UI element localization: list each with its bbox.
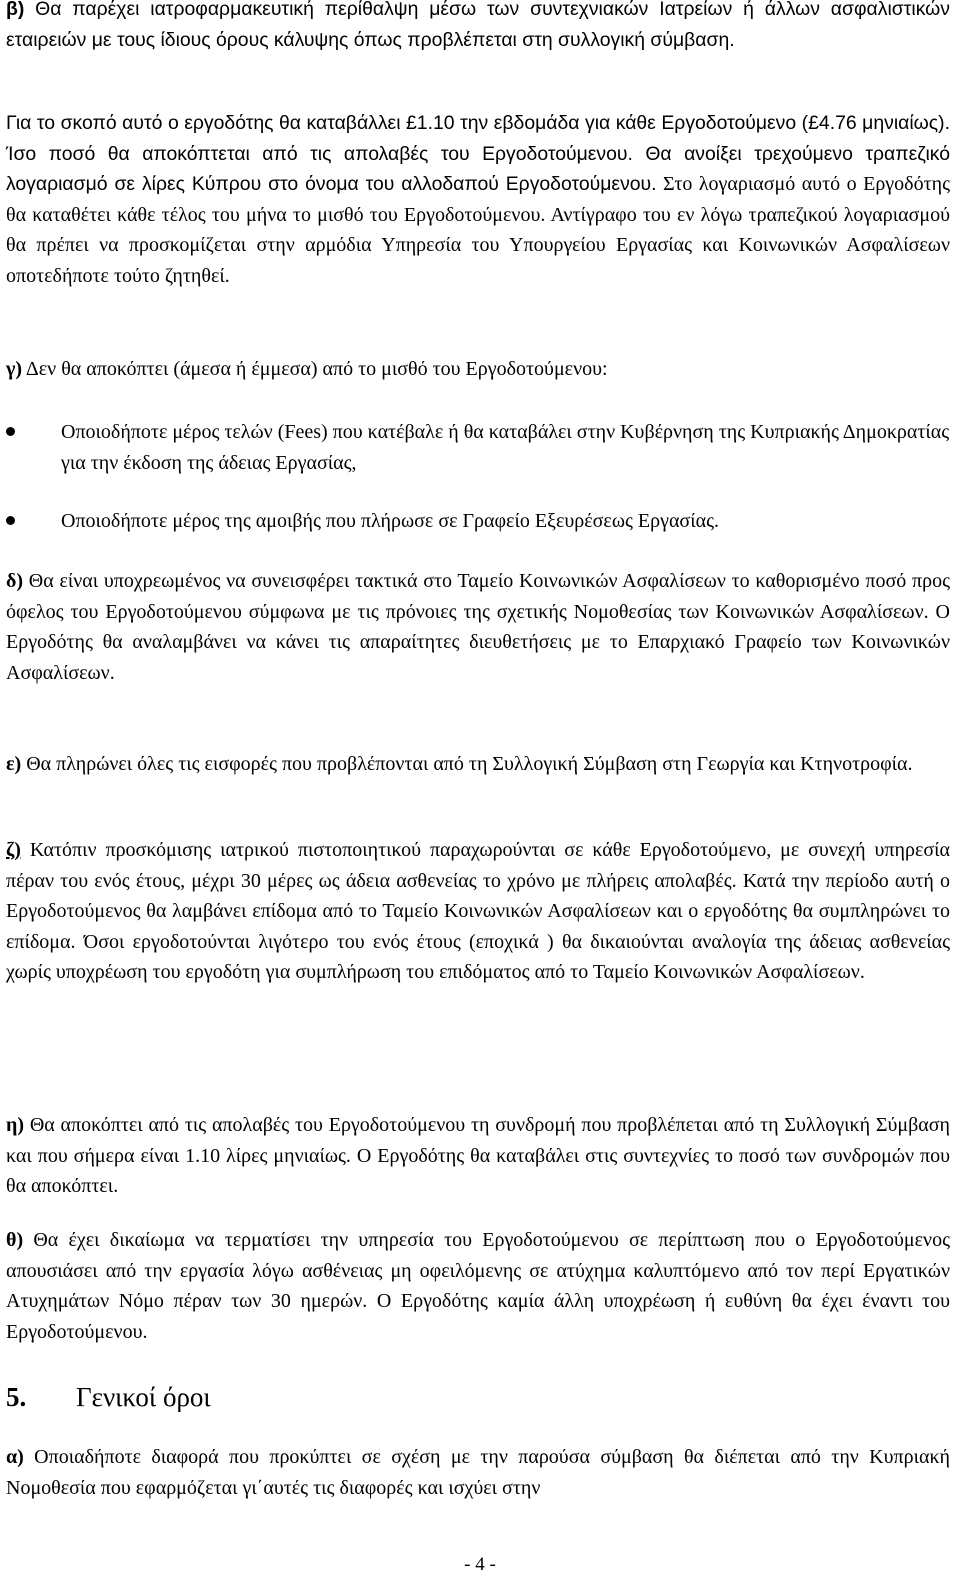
paragraph-d-text: Θα είναι υποχρεωμένος να συνεισφέρει τακτικά στο Ταμείο Κοινωνικών Ασφαλίσεων το καθορισμένο ποσό προς όφελος του Εργοδοτούμενου σύμφωνα με τις πρόνοιες της σχετικής Νομοθεσίας των Κοινωνικών Ασφαλίσεων. Ο Εργοδότης θα αναλαμβάνει να κάνει τις απαραίτητες διευθετήσεις με το Επαρχιακό Γραφείο των Κοινωνικών Ασφαλίσεων. — [6, 570, 950, 684]
paragraph-h-text: Θα αποκόπτει από τις απολαβές του Εργοδοτούμενου τη συνδρομή που προβλέπεται από τη Συλλογική Σύμβαση και που σήμερα είναι 1.10 λίρες μηνιαίως. Ο Εργοδότης θα καταβάλει στις συντεχνίες το ποσό των συνδρομών που θα αποκόπτει. — [6, 1114, 950, 1198]
paragraph-b-label: β) — [6, 0, 25, 20]
paragraph-a-text: Οποιαδήποτε διαφορά που προκύπτει σε σχέση με την παρούσα σύμβαση θα διέπεται από την Κυπριακή Νομοθεσία που εφαρμόζεται γι΄αυτές τις διαφορές και ισχύει στην — [6, 1446, 950, 1499]
section-title: Γενικοί όροι — [76, 1382, 211, 1412]
list-item — [6, 506, 950, 537]
paragraph-b-continued — [6, 108, 950, 292]
paragraph-a-label: α) — [6, 1446, 24, 1468]
list-item-text: Οποιοδήποτε μέρος της αμοιβής που πλήρωσε σε Γραφείο Εξευρέσεως Εργασίας. — [61, 510, 719, 532]
list-item-text: Οποιοδήποτε μέρος τελών (Fees) που κατέβαλε ή θα καταβάλει στην Κυβέρνηση της Κυπριακής Δημοκρατίας για την έκδοση της άδειας Εργασίας, — [61, 421, 950, 474]
paragraph-e — [6, 749, 950, 780]
bullet-icon — [6, 516, 15, 525]
paragraph-th — [6, 1225, 950, 1347]
paragraph-z-label: ζ) — [6, 839, 21, 861]
section-heading — [6, 1380, 211, 1414]
paragraph-b-continued-part2: Στο λογαριασμό αυτό ο Εργοδότης θα καταθέτει κάθε τέλος του μήνα το μισθό του Εργοδοτούμενου. Αντίγραφο του εν λόγω τραπεζικού λογαριασμού θα πρέπει να προσκομίζεται στην αρμόδια Υπηρεσία του Υπουργείου Εργασίας και Κοινωνικών Ασφαλίσεων οποτεδήποτε τούτο ζητηθεί. — [6, 173, 950, 287]
list-item — [6, 417, 950, 478]
paragraph-d-label: δ) — [6, 570, 24, 592]
paragraph-d — [6, 566, 950, 688]
paragraph-h-label: η) — [6, 1114, 25, 1136]
paragraph-h — [6, 1110, 950, 1202]
paragraph-th-text: Θα έχει δικαίωμα να τερματίσει την υπηρεσία του Εργοδοτούμενου σε περίπτωση που ο Εργοδοτούμενος απουσιάσει από την εργασία λόγω ασθένειας μη οφειλόμενης σε ατύχημα καλυπτόμενο από τον περί Εργατικών Ατυχημάτων Νόμο πέραν των 30 ημερών. Ο Εργοδότης καμία άλλη υποχρέωση ή ευθύνη θα έχει έναντι του Εργοδοτούμενου. — [6, 1229, 950, 1343]
paragraph-b-continued-part1: Για το σκοπό αυτό ο εργοδότης θα καταβάλλει £1.10 την εβδομάδα για κάθε Εργοδοτούμενο (£4.76 μηνιαίως). Ίσο ποσό θα αποκόπτεται από τις απολαβές του Εργοδοτούμενου. Θα ανοίξει τρεχούμενο τραπεζικό λογαριασμό σε λίρες Κύπρου στο όνομα του αλλοδαπού Εργοδοτούμενου. — [6, 112, 950, 196]
paragraph-b — [6, 0, 950, 55]
paragraph-z-text: Κατόπιν προσκόμισης ιατρικού πιστοποιητικού παραχωρούνται σε κάθε Εργοδοτούμενο, με συνεχή υπηρεσία πέραν του ενός έτους, μέχρι 30 μέρες ως άδεια ασθενείας το χρόνο με πλήρεις απολαβές. Κατά την περίοδο αυτή ο Εργοδοτούμενος θα λαμβάνει επίδομα από το Ταμείο Κοινωνικών Ασφαλίσεων και ο εργοδότης θα συμπληρώνει το επίδομα. Όσοι εργοδοτούνται λιγότερο του ενός έτους (εποχικά ) θα δικαιούνται αναλογία της άδειας ασθενείας χωρίς υποχρέωση του εργοδότη για συμπλήρωση του επιδόματος από το Ταμείο Κοινωνικών Ασφαλίσεων. — [6, 839, 950, 984]
paragraph-g-text: Δεν θα αποκόπτει (άμεσα ή έμμεσα) από το μισθό του Εργοδοτούμενου: — [22, 358, 608, 380]
bullet-icon — [6, 427, 15, 436]
paragraph-g — [6, 354, 950, 385]
paragraph-z — [6, 835, 950, 988]
paragraph-th-label: θ) — [6, 1229, 24, 1251]
paragraph-g-label: γ) — [6, 358, 23, 380]
page-number: - 4 - — [464, 1554, 496, 1575]
paragraph-a — [6, 1442, 950, 1503]
paragraph-e-label: ε) — [6, 753, 22, 775]
paragraph-b-text: Θα παρέχει ιατροφαρμακευτική περίθαλψη μέσω των συντεχνιακών Ιατρείων ή άλλων ασφαλιστικών εταιρειών με τους ίδιους όρους κάλυψης όπως προβλέπεται στη συλλογική σύμβαση. — [6, 0, 950, 51]
section-number: 5. — [6, 1382, 27, 1412]
paragraph-e-text: Θα πληρώνει όλες τις εισφορές που προβλέπονται από τη Συλλογική Σύμβαση στη Γεωργία και Κτηνοτροφία. — [21, 753, 913, 775]
